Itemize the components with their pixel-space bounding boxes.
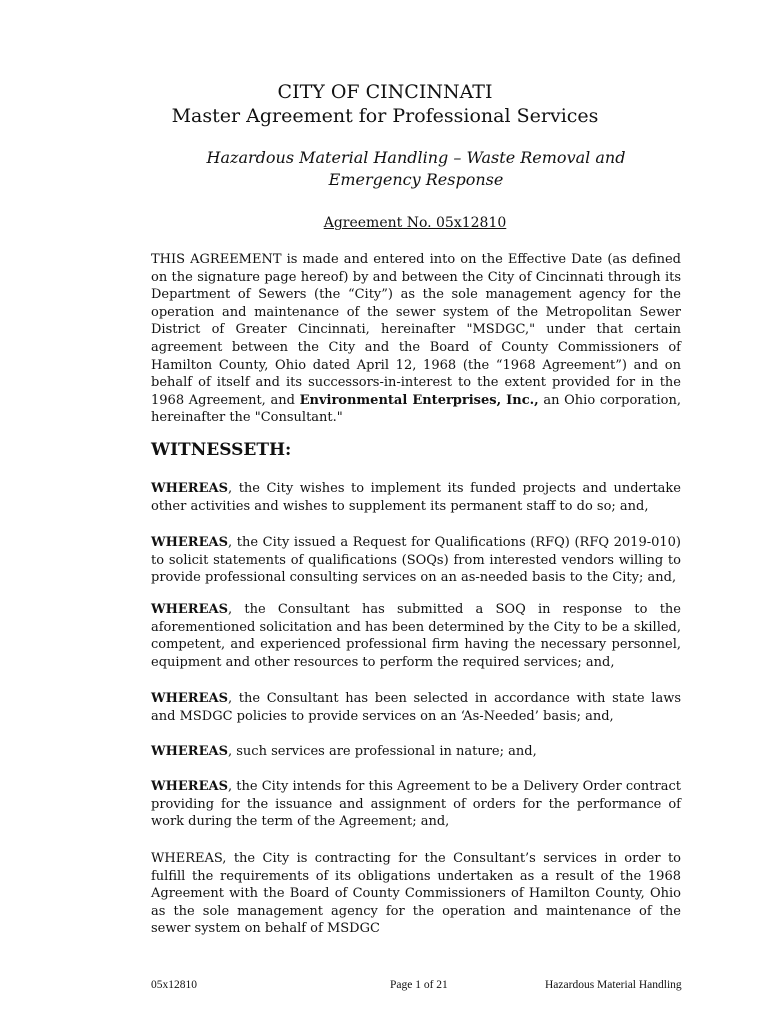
whereas-clause: [151, 480, 681, 515]
whereas-clause: [151, 690, 681, 725]
whereas-text: , the City intends for this Agreement to be a Delivery Order contract providing for the issuance and assignment of orders for the performance of work during the term of the Agreement; and,: [151, 779, 681, 830]
whereas-clause: [151, 778, 681, 831]
whereas-text: , the Consultant has been selected in accordance with state laws and MSDGC policies to provide services on an ‘As-Needed’ basis; and,: [151, 691, 681, 724]
whereas-lead: WHEREAS: [151, 481, 228, 496]
whereas-clause: [151, 601, 681, 671]
intro-text-end: an Ohio corporation, hereinafter the "Consultant.": [151, 392, 681, 426]
whereas-text: , the Consultant has submitted a SOQ in response to the aforementioned solicitation and has been determined by the City to be a skilled, competent, and experienced professional firm having the necessary personnel, equipment and other resources to perform the required services; and,: [151, 602, 681, 670]
document-subtitle-agreement-type: Master Agreement for Professional Services: [171, 105, 599, 127]
intro-paragraph: [151, 251, 681, 427]
agreement-number: Agreement No. 05x12810: [323, 215, 507, 231]
footer-page-number: Page 1 of 21: [390, 979, 448, 991]
whereas-lead: WHEREAS: [151, 535, 228, 550]
whereas-text: , such services are professional in nature; and,: [227, 744, 537, 759]
document-title: CITY OF CINCINNATI: [277, 81, 493, 103]
whereas-clause: [151, 534, 681, 587]
whereas-text: , the City wishes to implement its funded projects and undertake other activities and wishes to supplement its permanent staff to do so; and,: [151, 481, 681, 514]
whereas-lead: WHEREAS: [151, 602, 228, 617]
service-description: Hazardous Material Handling – Waste Removal and Emergency Response: [206, 148, 626, 189]
whereas-clause: [151, 743, 681, 761]
consultant-name: Environmental Enterprises, Inc.,: [299, 392, 539, 408]
footer-document-title: Hazardous Material Handling: [545, 979, 682, 991]
whereas-lead: WHEREAS: [151, 779, 228, 794]
whereas-lead: WHEREAS: [151, 744, 228, 759]
whereas-clause-final: WHEREAS, the City is contracting for the Consultant’s services in order to fulfill the requirements of its obligations undertaken as a result of the 1968 Agreement with the Board of County Commissioners of Hamilton County, Ohio as the sole management agency for the operation and maintenance of the sewer system on behalf of MSDGC: [151, 851, 681, 937]
whereas-text: , the City issued a Request for Qualifications (RFQ) (RFQ 2019-010) to solicit statements of qualifications (SOQs) from interested vendors willing to provide professional consulting services on an as-needed basis to the City; and,: [151, 535, 681, 586]
intro-text: THIS AGREEMENT is made and entered into on the Effective Date (as defined on the signature page hereof) by and between the City of Cincinnati through its Department of Sewers (the “City”) as the sole management agency for the operation and maintenance of the sewer system of the Metropolitan Sewer District of Greater Cincinnati, hereinafter "MSDGC," under that certain agreement between the City and the Board of County Commissioners of Hamilton County, Ohio dated April 12, 1968 (the “1968 Agreement”) and on behalf of itself and its successors-in-interest to the extent provided for in the 1968 Agreement, and: [151, 252, 681, 408]
witnesseth-heading: WITNESSETH:: [151, 440, 292, 460]
whereas-lead: WHEREAS: [151, 691, 228, 706]
footer-agreement-number: 05x12810: [151, 979, 197, 991]
